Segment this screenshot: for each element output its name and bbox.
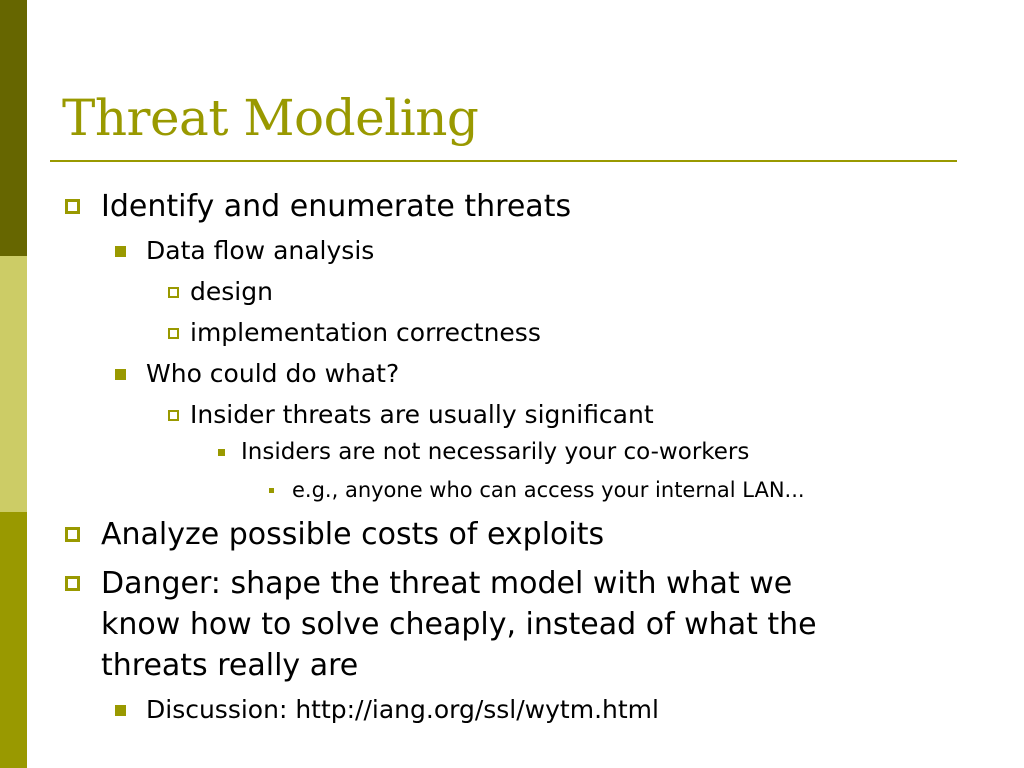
hollow-square-bullet-icon (65, 576, 80, 591)
bullet-item (101, 563, 817, 686)
tiny-square-bullet-icon (269, 488, 274, 493)
bullet-item (292, 472, 805, 509)
title-underline (50, 160, 957, 162)
bullet-text: implementation correctness (190, 318, 541, 347)
bullet-item (190, 394, 654, 435)
hollow-square-bullet-icon (65, 199, 80, 214)
bullet-item (190, 271, 273, 312)
bullet-item (101, 514, 604, 555)
bullet-text: Discussion: http://iang.org/ssl/wytm.html (146, 695, 659, 724)
bullet-text: Who could do what? (146, 359, 400, 388)
bullet-text: Insiders are not necessarily your co-workers (241, 439, 750, 465)
bullet-item (146, 689, 659, 730)
sidebar-stripe-top (0, 0, 27, 256)
solid-square-bullet-icon (115, 246, 126, 257)
bullet-text: e.g., anyone who can access your internal LAN... (292, 478, 805, 502)
bullet-item (101, 186, 571, 227)
hollow-square-bullet-icon (65, 527, 80, 542)
bullet-text: Data flow analysis (146, 236, 375, 265)
solid-square-bullet-icon (115, 369, 126, 380)
sidebar-stripe-middle (0, 256, 27, 512)
bullet-text-line: Danger: shape the threat model with what we (101, 566, 793, 601)
sidebar-stripe-bottom (0, 512, 27, 768)
bullet-text: Analyze possible costs of exploits (101, 517, 605, 552)
bullet-item (241, 434, 749, 471)
small-square-bullet-icon (218, 449, 225, 456)
bullet-item (190, 312, 541, 353)
slide-title: Threat Modeling (62, 89, 479, 147)
bullet-item (146, 230, 374, 271)
bullet-item (146, 353, 399, 394)
bullet-text-line: threats really are (101, 648, 359, 683)
bullet-text: Identify and enumerate threats (101, 189, 572, 224)
bullet-text: design (190, 277, 273, 306)
bullet-text: Insider threats are usually significant (190, 400, 654, 429)
hollow-square-bullet-icon (168, 410, 179, 421)
solid-square-bullet-icon (115, 705, 126, 716)
hollow-square-bullet-icon (168, 328, 179, 339)
bullet-text-line: know how to solve cheaply, instead of what the (101, 607, 817, 642)
hollow-square-bullet-icon (168, 287, 179, 298)
